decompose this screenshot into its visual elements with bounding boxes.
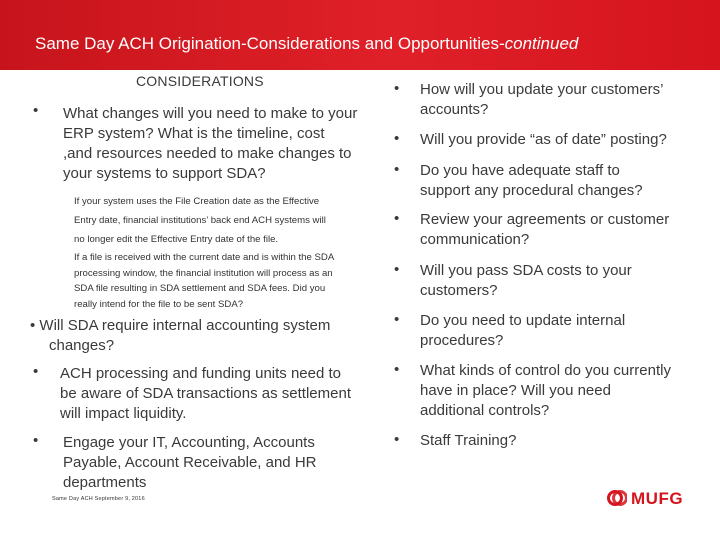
right-item-sda-costs: Will you pass SDA costs to your customers?: [420, 262, 632, 299]
bullet-marker: •: [394, 361, 400, 378]
right-item-procedures: Do you need to update internal procedures?: [420, 312, 626, 349]
bullet-marker: •: [394, 210, 400, 227]
right-item-adequate-staff: Do you have adequate staff to support any procedural changes?: [420, 162, 643, 199]
mufg-logo-icon: [607, 488, 627, 508]
bullet-marker: •: [33, 363, 39, 380]
left-item-engage-it: Engage your IT, Accounting, Accounts Payable, Account Receivable, and HR departments: [63, 434, 317, 491]
footer-note: Same Day ACH September 9, 2016: [52, 496, 145, 502]
bullet-marker: •: [394, 261, 400, 278]
note-current-date-file: If a file is received with the current date and is within the SDA processing window, the financial institution will process as an SDA file resulting in SDA settlement and SDA fees. Did you really intend for the file to be sent SDA?: [74, 252, 335, 310]
bullet-marker: •: [394, 80, 400, 97]
left-item-liquidity: ACH processing and funding units need to be aware of SDA transactions as settlement will impact liquidity.: [60, 365, 351, 422]
considerations-heading: CONSIDERATIONS: [136, 73, 264, 89]
right-item-staff-training: Staff Training?: [420, 432, 517, 449]
mufg-logo-text: MUFG: [631, 489, 684, 508]
slide-title: Same Day ACH Origination-Considerations and Opportunities-continued: [35, 34, 579, 53]
right-item-update-accounts: How will you update your customers’ accounts?: [420, 81, 664, 118]
right-item-as-of-date: Will you provide “as of date” posting?: [420, 131, 667, 148]
left-item-erp-changes: What changes will you need to make to your ERP system? What is the timeline, cost ,and resources needed to make changes to your systems to support SDA?: [63, 105, 358, 182]
bullet-marker: •: [33, 432, 39, 449]
mufg-logo: [607, 488, 687, 510]
bullet-marker: •: [394, 431, 400, 448]
slide-header: [0, 0, 720, 70]
left-item-internal-accounting: • Will SDA require internal accounting system changes?: [30, 317, 331, 354]
right-item-controls: What kinds of control do you currently have in place? Will you need additional controls?: [420, 362, 671, 419]
bullet-marker: •: [394, 130, 400, 147]
right-item-agreements: Review your agreements or customer communication?: [420, 211, 670, 248]
bullet-marker: •: [394, 161, 400, 178]
note-file-creation-date: If your system uses the File Creation date as the Effective Entry date, financial institutions’ back end ACH systems will no longer edit the Effective Entry date of the file.: [74, 196, 326, 245]
bullet-marker: •: [33, 102, 39, 119]
bullet-marker: •: [394, 311, 400, 328]
